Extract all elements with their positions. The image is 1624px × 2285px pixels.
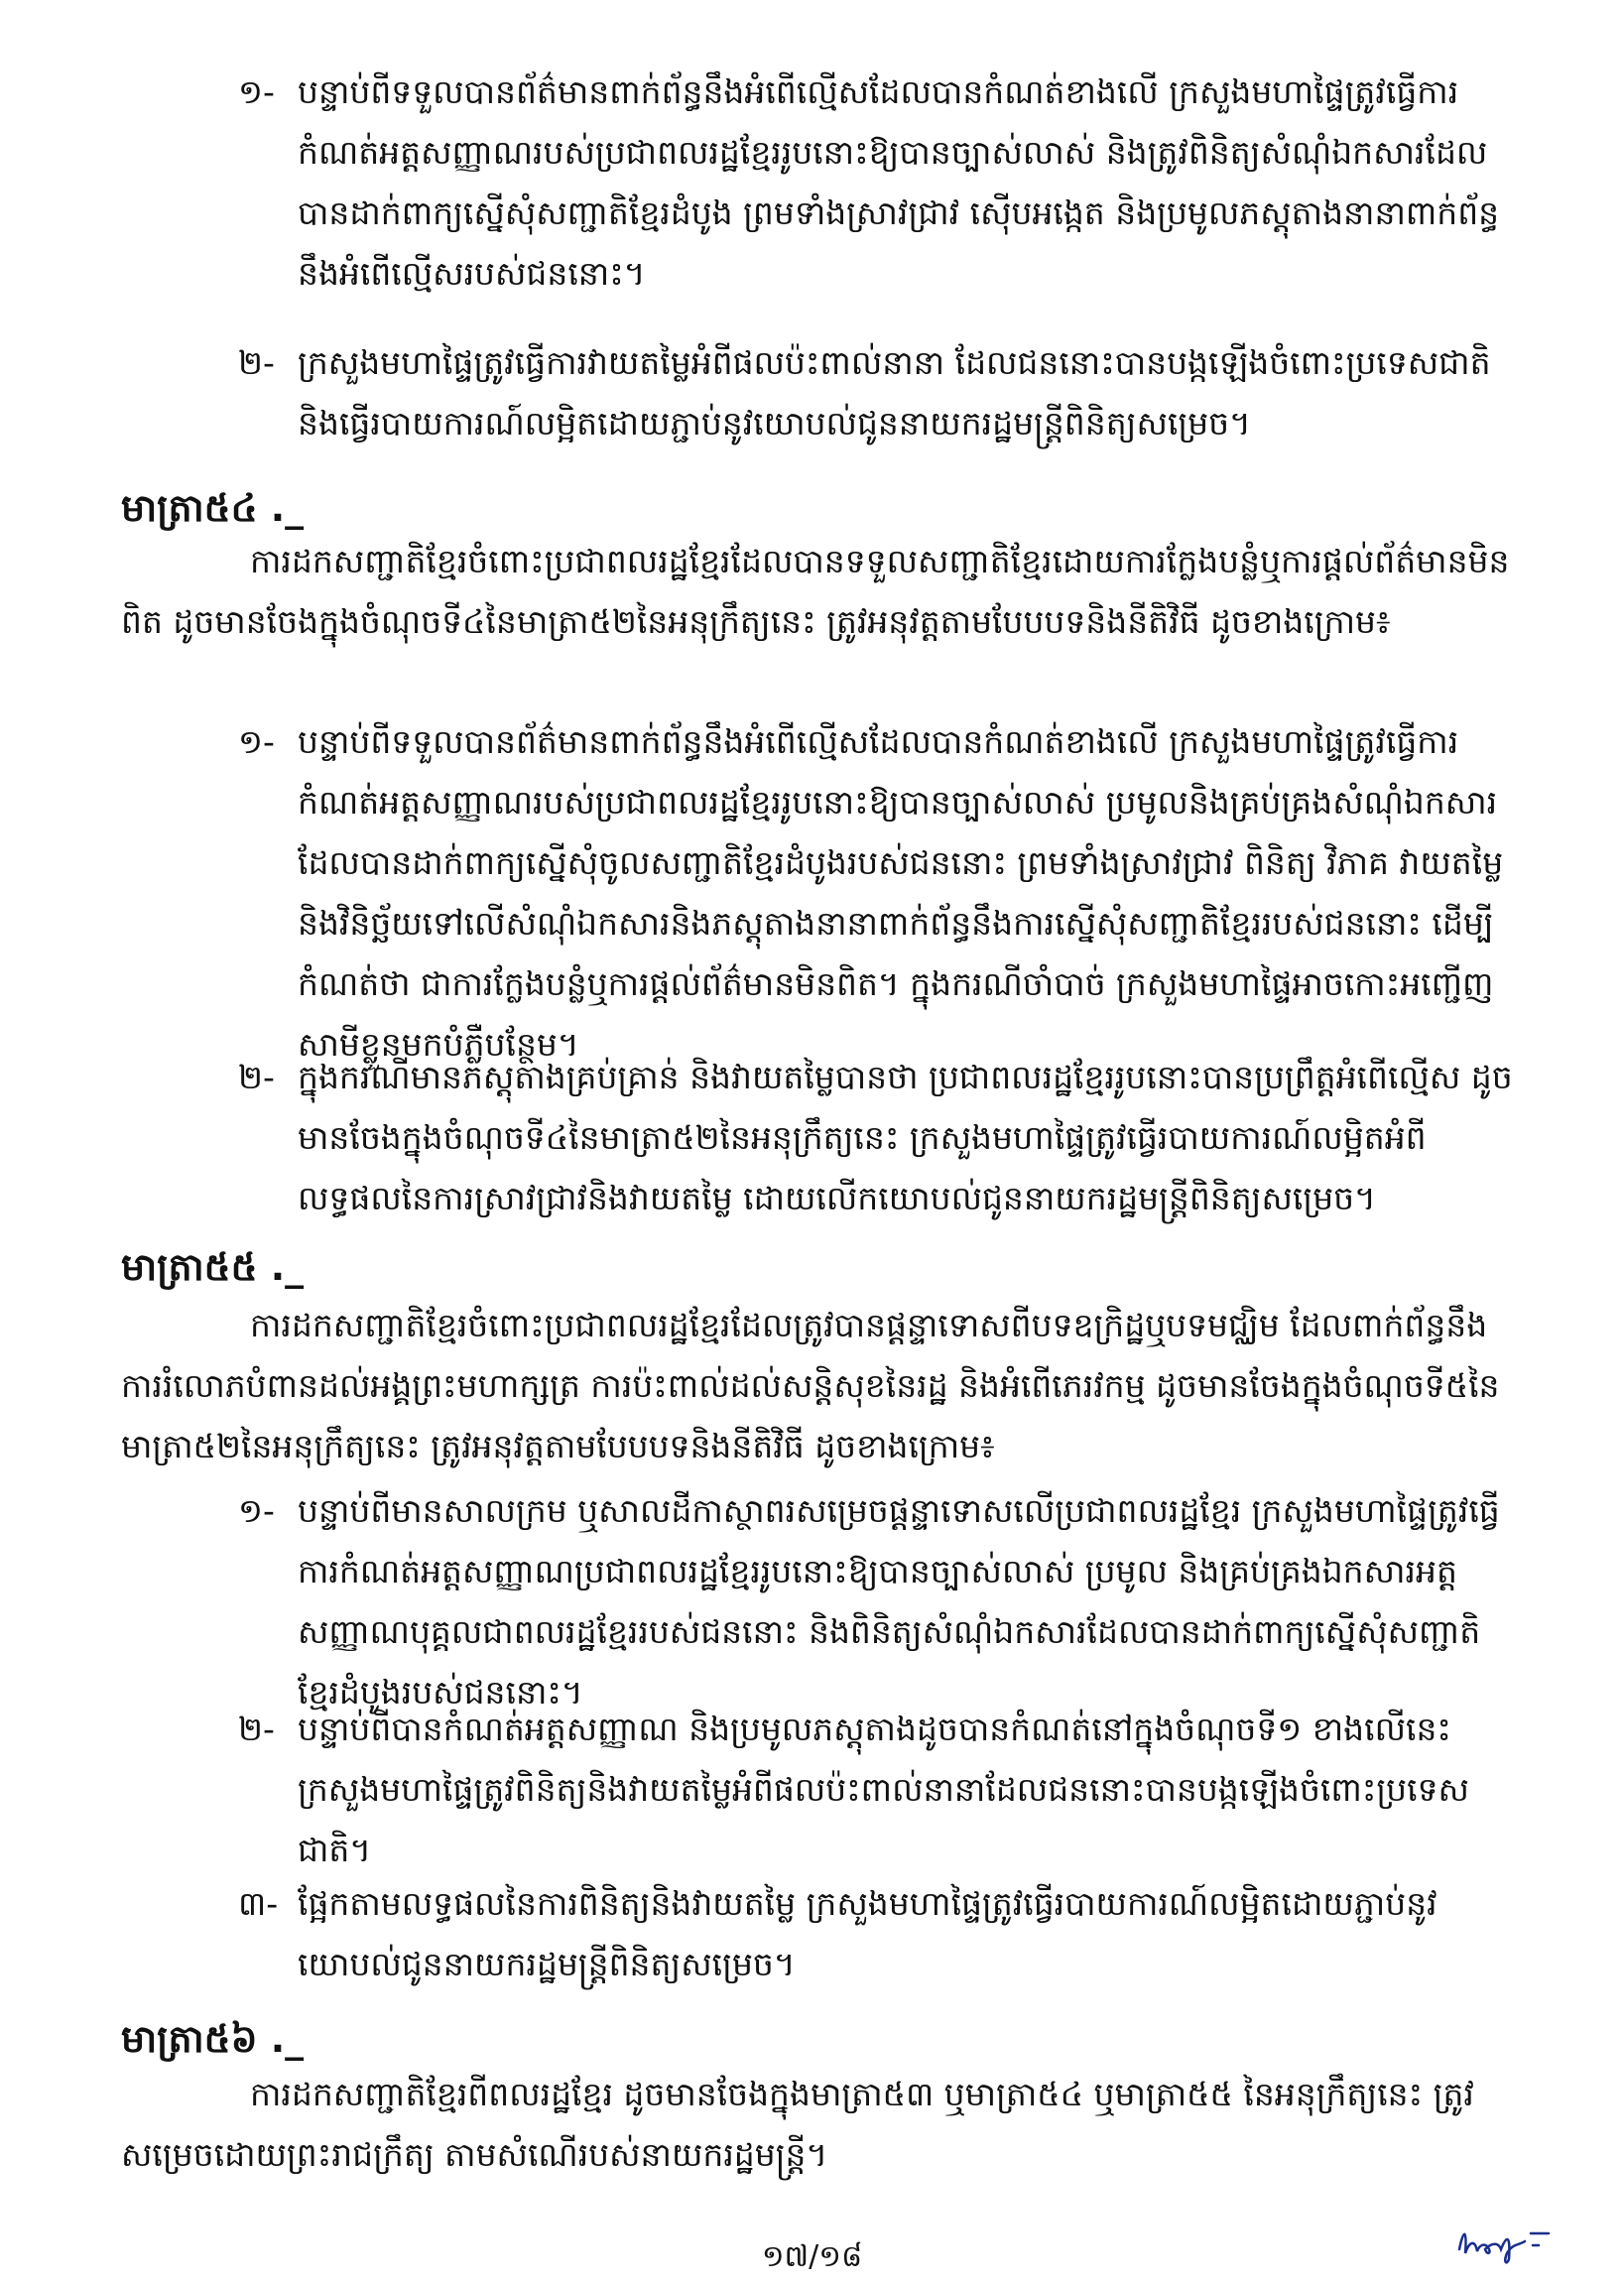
article-intro: ការដកសញ្ជាតិខ្មែរចំពោះប្រជាពលរដ្ឋខ្មែរដែលត្រូវបានផ្តន្ទាទោសពីបទឧក្រិដ្ឋឬបទមជ្ឈិម ដែលពាក់ព័ន្ធនឹងការរំលោភបំពានដល់អង្គព្រះមហាក្សត្រ ការប៉ះពាល់ដល់សន្តិសុខនៃរដ្ឋ និងអំពើភេរវកម្ម ដូចមានចែងក្នុងចំណុចទី៥នៃមាត្រា៥២នៃអនុក្រឹត្យនេះ ត្រូវអនុវត្តតាមបែបបទនិងនីតិវិធី ដូចខាងក្រោម៖ xyxy=(121,1306,1500,1465)
article-heading: មាត្រា៥៤ ._ xyxy=(121,486,305,530)
item-number: ១- xyxy=(238,72,275,111)
article-heading: មាត្រា៥៦ ._ xyxy=(121,2017,305,2061)
item-number: ១- xyxy=(238,722,275,761)
item-text: ក្រសួងមហាផ្ទៃត្រូវធ្វើការវាយតម្លៃអំពីផលប៉ះពាល់នានា ដែលជននោះបានបង្កឡើងចំពោះប្រទេសជាតិ និងធ្វើរបាយការណ៍លម្អិតដោយភ្ជាប់នូវយោបល់ជូននាយករដ្ឋមន្ត្រីពិនិត្យសម្រេច។ xyxy=(298,343,1491,443)
item-number: ២- xyxy=(238,1058,275,1096)
item-text: ក្នុងករណីមានភស្តុតាងគ្រប់គ្រាន់ និងវាយតម្លៃបានថា ប្រជាពលរដ្ឋខ្មែររូបនោះបានប្រព្រឹត្តអំពើល្មើស ដូចមានចែងក្នុងចំណុចទី៤នៃមាត្រា៥២នៃអនុក្រឹត្យនេះ ក្រសួងមហាផ្ទៃត្រូវធ្វើរបាយការណ៍លម្អិតអំពីលទ្ធផលនៃការស្រាវជ្រាវនិងវាយតម្លៃ ដោយលើកយោបល់ជូននាយករដ្ឋមន្ត្រីពិនិត្យសម្រេច។ xyxy=(298,1058,1513,1217)
signature xyxy=(1453,2220,1572,2269)
article-intro: ការដកសញ្ជាតិខ្មែរចំពោះប្រជាពលរដ្ឋខ្មែរដែលបានទទួលសញ្ជាតិខ្មែរដោយការក្លែងបន្លំឬការផ្តល់ព័ត៌មានមិនពិត ដូចមានចែងក្នុងចំណុចទី៤នៃមាត្រា៥២នៃអនុក្រឹត្យនេះ ត្រូវអនុវត្តតាមបែបបទនិងនីតិវិធី ដូចខាងក្រោម៖ xyxy=(121,542,1510,641)
item-text: បន្ទាប់ពីមានសាលក្រម ឬសាលដីកាស្ថាពរសម្រេចផ្តន្ទាទោសលើប្រជាពលរដ្ឋខ្មែរ ក្រសួងមហាផ្ទៃត្រូវធ្វើការកំណត់អត្តសញ្ញាណប្រជាពលរដ្ឋខ្មែររូបនោះឱ្យបានច្បាស់លាស់ ប្រមូល និងគ្រប់គ្រងឯកសារអត្តសញ្ញាណបុគ្គលជាពលរដ្ឋខ្មែររបស់ជននោះ និងពិនិត្យសំណុំឯកសារដែលបានដាក់ពាក្យស្នើសុំសញ្ជាតិខ្មែរដំបូងរបស់ជននោះ។ xyxy=(298,1491,1500,1712)
page-number: ១៧/១៨ xyxy=(761,2239,863,2274)
item-text: បន្ទាប់ពីទទួលបានព័ត៌មានពាក់ព័ន្ធនឹងអំពើល្មើសដែលបានកំណត់ខាងលើ ក្រសួងមហាផ្ទៃត្រូវធ្វើការកំណត់អត្តសញ្ញាណរបស់ប្រជាពលរដ្ឋខ្មែររូបនោះឱ្យបានច្បាស់លាស់ ប្រមូលនិងគ្រប់គ្រងសំណុំឯកសារដែលបានដាក់ពាក្យស្នើសុំចូលសញ្ជាតិខ្មែរដំបូងរបស់ជននោះ ព្រមទាំងស្រាវជ្រាវ ពិនិត្យ វិភាគ វាយតម្លៃ និងវិនិច្ឆ័យទៅលើសំណុំឯកសារនិងភស្តុតាងនានាពាក់ព័ន្ធនឹងការស្នើសុំសញ្ជាតិខ្មែររបស់ជននោះ ដើម្បីកំណត់ថា ជាការក្លែងបន្លំឬការផ្តល់ព័ត៌មានមិនពិត។ ក្នុងករណីចាំបាច់ ក្រសួងមហាផ្ទៃអាចកោះអញ្ជើញសាមីខ្លួនមកបំភ្លឺបន្ថែម។ xyxy=(298,722,1504,1064)
item-text: បន្ទាប់ពីទទួលបានព័ត៌មានពាក់ព័ន្ធនឹងអំពើល្មើសដែលបានកំណត់ខាងលើ ក្រសួងមហាផ្ទៃត្រូវធ្វើការកំណត់អត្តសញ្ញាណរបស់ប្រជាពលរដ្ឋខ្មែររូបនោះឱ្យបានច្បាស់លាស់ និងត្រូវពិនិត្យសំណុំឯកសារដែលបានដាក់ពាក្យស្នើសុំសញ្ជាតិខ្មែរដំបូង ព្រមទាំងស្រាវជ្រាវ ស៊ើបអង្កេត និងប្រមូលភស្តុតាងនានាពាក់ព័ន្ធនឹងអំពើល្មើសរបស់ជននោះ។ xyxy=(298,72,1500,293)
article-intro: ការដកសញ្ជាតិខ្មែរពីពលរដ្ឋខ្មែរ ដូចមានចែងក្នុងមាត្រា៥៣ ឬមាត្រា៥៤ ឬមាត្រា៥៥ នៃអនុក្រឹត្យនេះ ត្រូវសម្រេចដោយព្រះរាជក្រឹត្យ តាមសំណើរបស់នាយករដ្ឋមន្ត្រី។ xyxy=(121,2075,1474,2174)
item-text: ផ្អែកតាមលទ្ធផលនៃការពិនិត្យនិងវាយតម្លៃ ក្រសួងមហាផ្ទៃត្រូវធ្វើរបាយការណ៍លម្អិតដោយភ្ជាប់នូវយោបល់ជូននាយករដ្ឋមន្ត្រីពិនិត្យសម្រេច។ xyxy=(298,1884,1437,1983)
item-number: ១- xyxy=(238,1491,275,1530)
item-number: ៣- xyxy=(238,1884,279,1923)
item-number: ២- xyxy=(238,1710,275,1748)
item-text: បន្ទាប់ពីបានកំណត់អត្តសញ្ញាណ និងប្រមូលភស្តុតាងដូចបានកំណត់នៅក្នុងចំណុចទី១ ខាងលើនេះ ក្រសួងមហាផ្ទៃត្រូវពិនិត្យនិងវាយតម្លៃអំពីផលប៉ះពាល់នានាដែលជននោះបានបង្កឡើងចំពោះប្រទេសជាតិ។ xyxy=(298,1710,1469,1869)
article-heading: មាត្រា៥៥ ._ xyxy=(121,1245,305,1289)
item-number: ២- xyxy=(238,343,275,382)
